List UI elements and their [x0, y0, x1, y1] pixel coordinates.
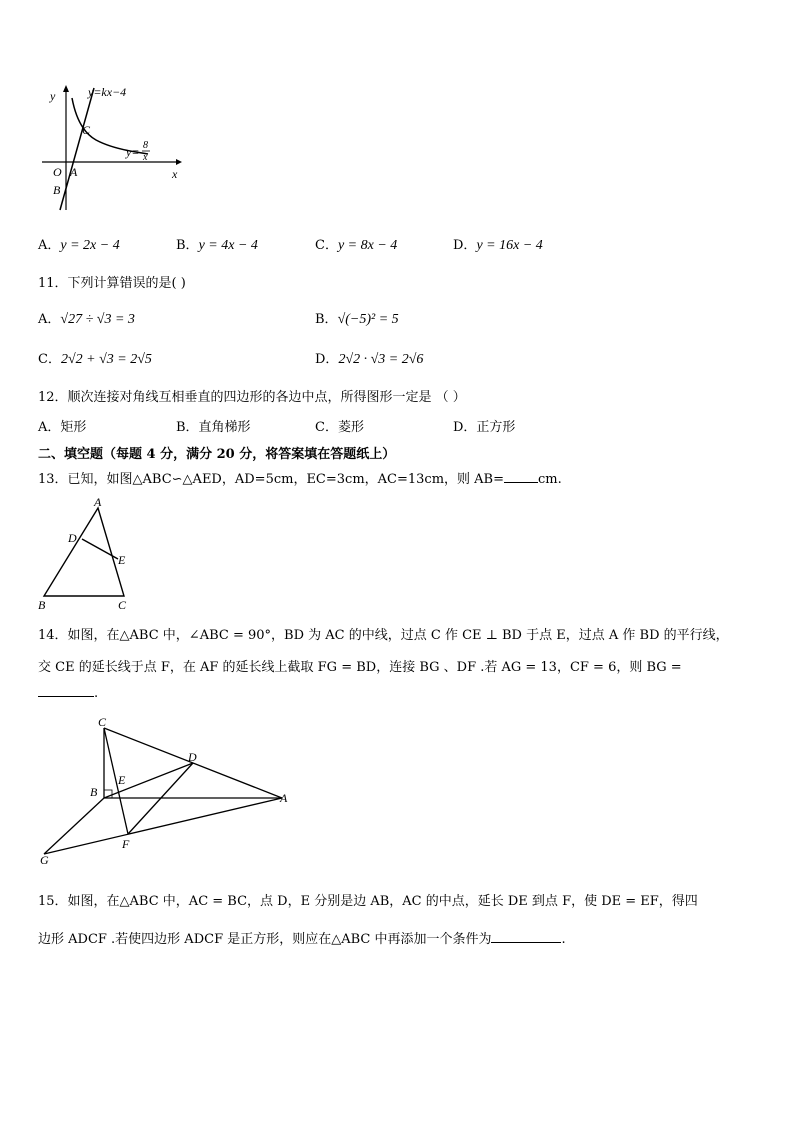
curve-numerator: 8 [143, 140, 148, 151]
point-B-label: B [53, 183, 61, 197]
q10-option-b[interactable]: B．y = 4x − 4 [176, 238, 258, 253]
q14-point-E: E [118, 773, 126, 787]
q11-option-c[interactable]: C．2√2 + √3 = 2√5 [38, 352, 152, 367]
line-kx-minus-4 [60, 88, 94, 210]
q10-option-d-math: y = 16x − 4 [476, 238, 543, 253]
curve-denominator: x [143, 152, 148, 163]
q14-geometry-figure [36, 718, 296, 868]
q10-option-d[interactable]: D．y = 16x − 4 [453, 238, 543, 253]
point-A-label: A [70, 165, 78, 179]
y-axis-label: y [50, 89, 56, 103]
origin-label: O [53, 165, 62, 179]
q13-answer-blank[interactable] [504, 470, 538, 483]
q11-option-d[interactable]: D．2√2 · √3 = 2√6 [315, 352, 424, 367]
q14-point-A: A [280, 791, 288, 805]
q13-stem: 13．已知，如图△ABC∽△AED，AD=5cm，EC=3cm，AC=13cm，则 AB= cm. [38, 472, 562, 487]
q11-option-b-math: √(−5)² = 5 [337, 312, 399, 327]
q15-stem-line2: 边形 ADCF .若使四边形 ADCF 是正方形，则应在△ABC 中再添加一个条件为 . [38, 932, 566, 947]
curve-label: y= [126, 145, 140, 159]
q11-option-d-math: 2√2 · √3 = 2√6 [338, 352, 424, 367]
q10-option-b-math: y = 4x − 4 [198, 238, 258, 253]
q10-graph-figure [36, 80, 186, 215]
q14-answer-blank[interactable] [38, 684, 94, 697]
line-label: y=kx−4 [88, 85, 127, 99]
q11-option-a-math: √27 ÷ √3 = 3 [60, 312, 135, 327]
q13-point-B: B [38, 598, 46, 612]
q12-option-a[interactable]: A．矩形 [38, 420, 87, 435]
q11-stem: 11．下列计算错误的是( ) [38, 276, 186, 291]
q11-option-b[interactable]: B．√(−5)² = 5 [315, 312, 399, 327]
q11-option-a[interactable]: A．√27 ÷ √3 = 3 [38, 312, 135, 327]
q10-option-a-math: y = 2x − 4 [60, 238, 120, 253]
q13-point-C: C [118, 598, 127, 612]
x-axis-label: x [172, 167, 178, 181]
q15-stem-line1: 15．如图，在△ABC 中，AC = BC，点 D，E 分别是边 AB，AC 的中点，延长 DE 到点 F，使 DE = EF，得四 [38, 894, 698, 909]
q12-stem: 12．顺次连接对角线互相垂直的四边形的各边中点，所得图形一定是 （ ） [38, 390, 466, 405]
q14-point-B: B [90, 785, 98, 799]
q13-point-D: D [68, 531, 77, 545]
section-heading-fill-in: 二、填空题（每题 4 分，满分 20 分，将答案填在答题纸上） [38, 447, 396, 462]
q14-point-C: C [98, 718, 107, 729]
q12-option-c[interactable]: C．菱形 [315, 420, 364, 435]
point-C-label: C [82, 123, 91, 137]
q14-point-G: G [40, 853, 49, 867]
q14-point-F: F [122, 837, 130, 851]
q12-option-b[interactable]: B．直角梯形 [176, 420, 251, 435]
q13-triangle-figure [36, 496, 136, 614]
q10-option-a[interactable]: A．y = 2x − 4 [38, 238, 120, 253]
q14-point-D: D [188, 750, 197, 764]
q12-option-d[interactable]: D．正方形 [453, 420, 516, 435]
q10-option-c-math: y = 8x − 4 [337, 238, 398, 253]
q15-answer-blank[interactable] [491, 930, 561, 943]
q13-point-A: A [94, 496, 102, 509]
q11-option-c-math: 2√2 + √3 = 2√5 [60, 352, 152, 367]
q14-stem-line1: 14．如图，在△ABC 中，∠ABC = 90°，BD 为 AC 的中线，过点 C 作 CE ⊥ BD 于点 E，过点 A 作 BD 的平行线， [38, 628, 729, 643]
q10-option-c[interactable]: C．y = 8x − 4 [315, 238, 398, 253]
q14-stem-line3: . [38, 684, 98, 701]
q14-stem-line2: 交 CE 的延长线于点 F，在 AF 的延长线上截取 FG = BD，连接 BG 、DF .若 AG = 13，CF = 6，则 BG = [38, 660, 682, 675]
q13-point-E: E [118, 553, 126, 567]
